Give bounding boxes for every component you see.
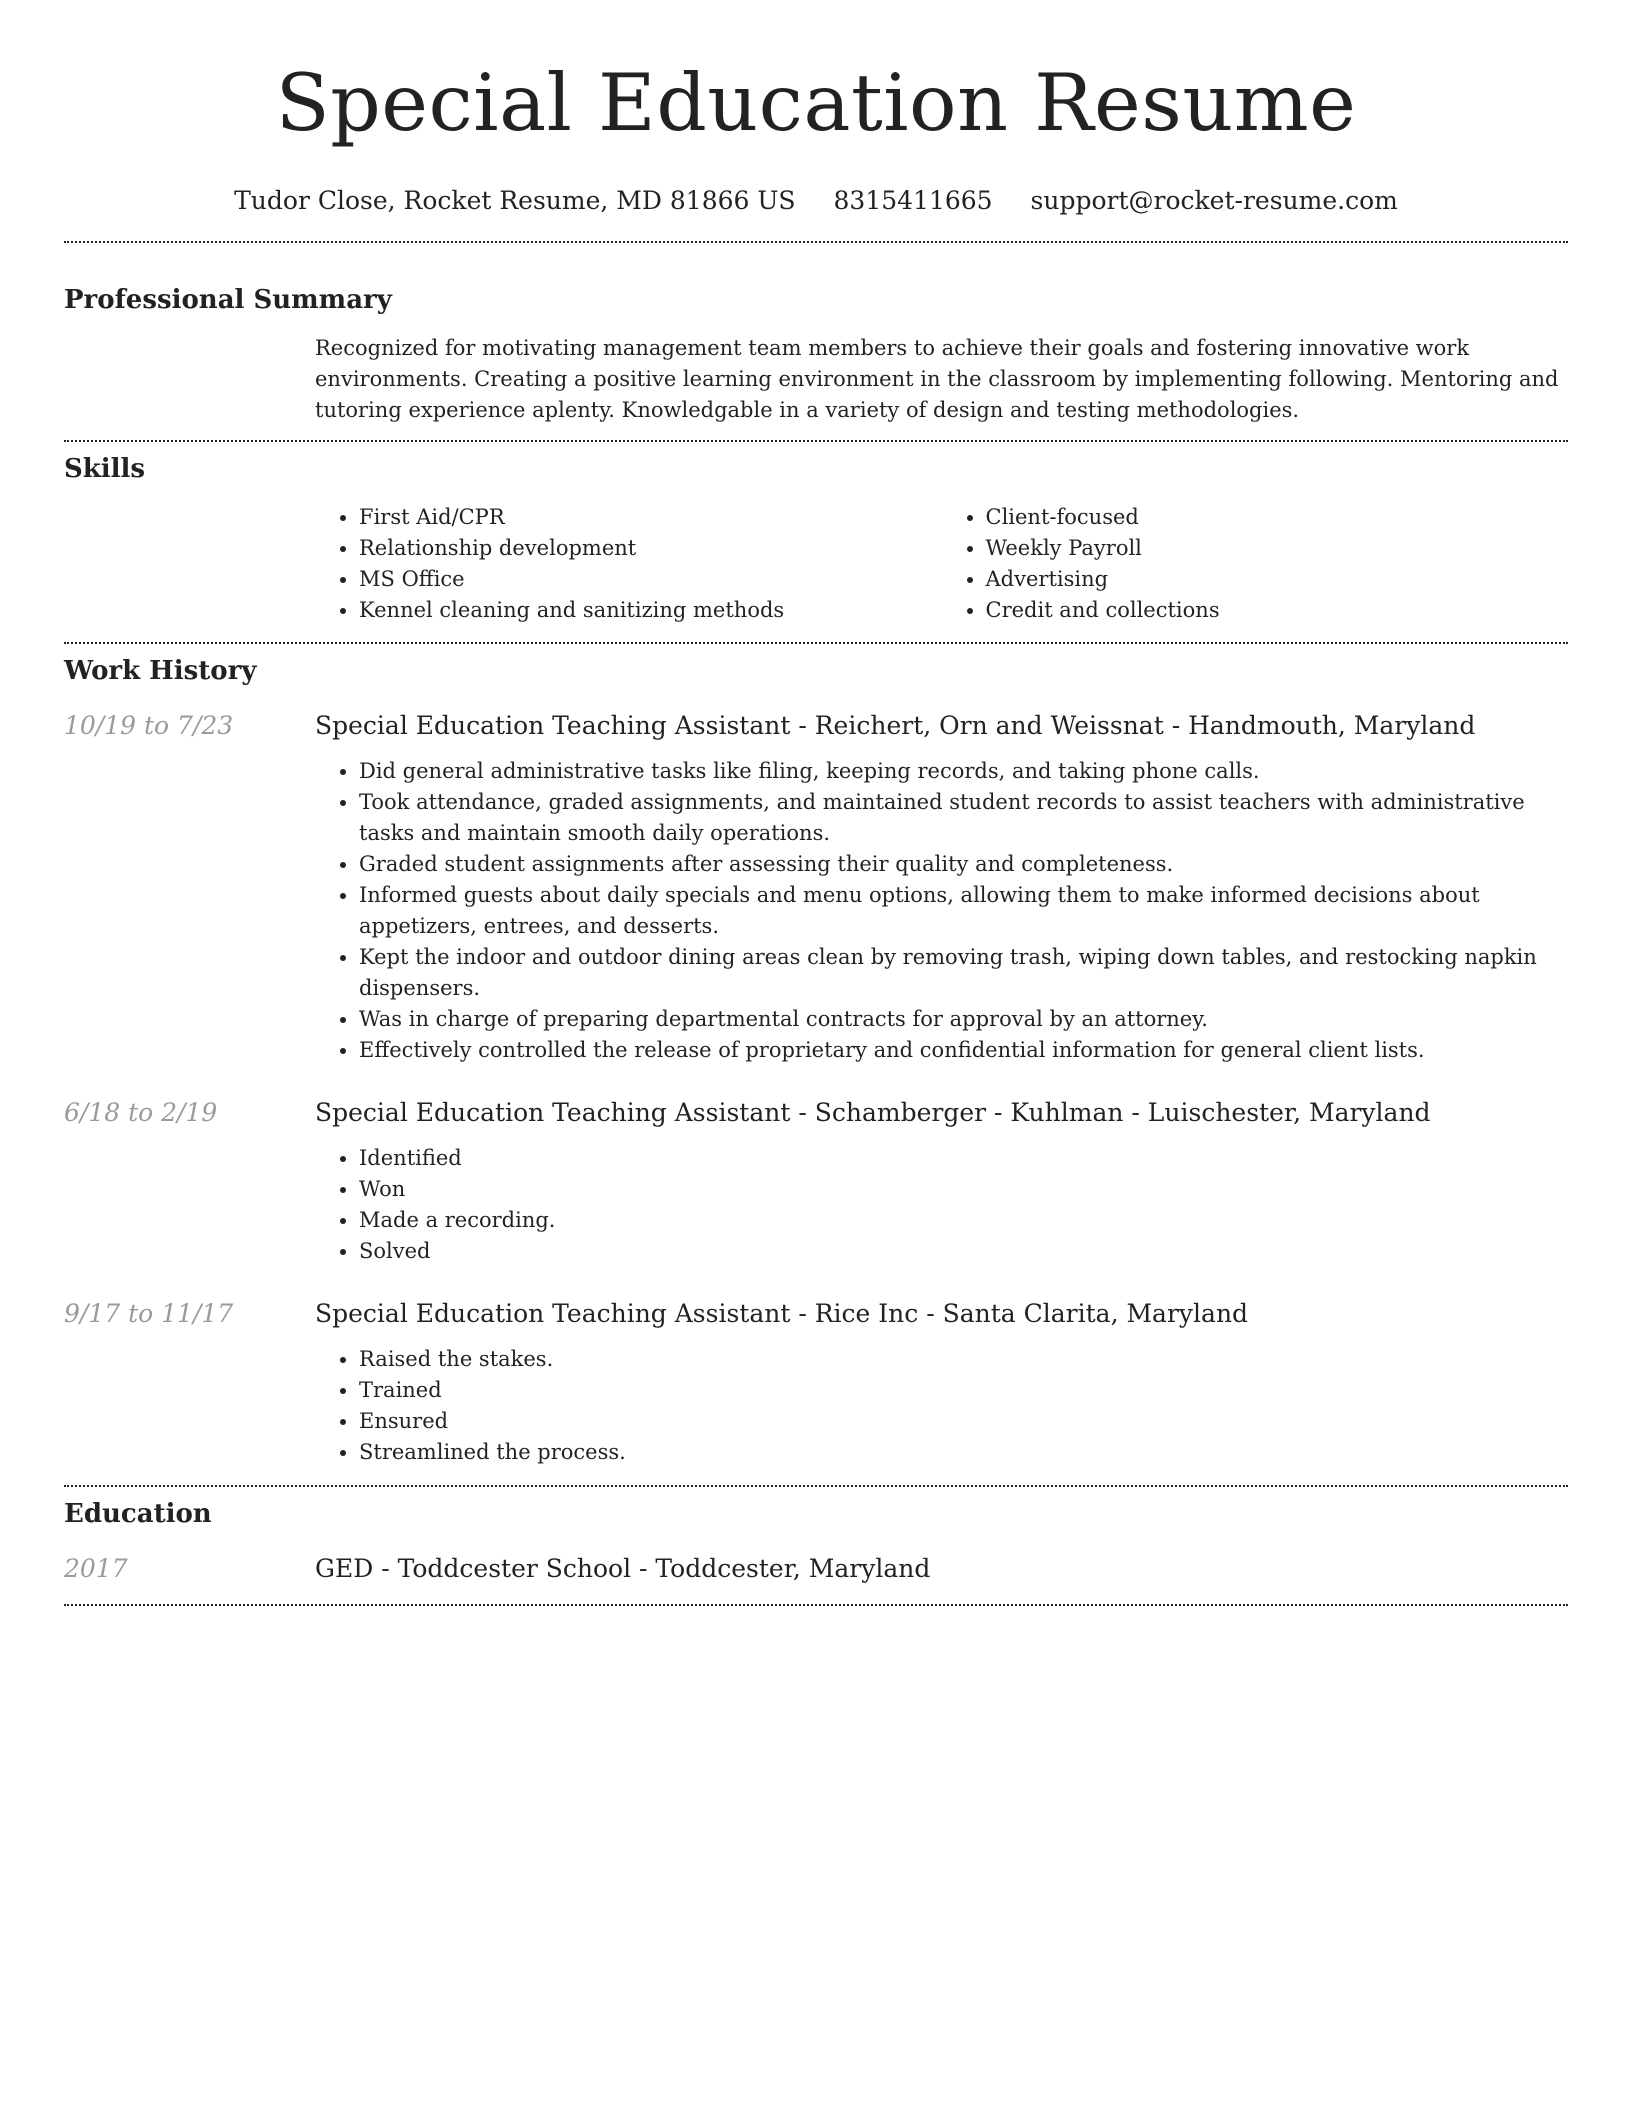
job-entry bbox=[64, 1096, 1568, 1267]
education-entry bbox=[64, 1552, 1568, 1586]
skill-item: • Relationship development bbox=[359, 533, 942, 564]
job-bullet: • Was in charge of preparing departmental contracts for approval by an attorney. bbox=[359, 1004, 1568, 1035]
job-bullet: • Won bbox=[359, 1174, 1568, 1205]
job-title: Special Education Teaching Assistant - Schamberger - Kuhlman - Luischester, Maryland bbox=[315, 1098, 1431, 1127]
job-bullet: • Streamlined the process. bbox=[359, 1437, 1568, 1468]
skills-list bbox=[315, 502, 1568, 626]
education-section bbox=[64, 1497, 1568, 1586]
job-header bbox=[64, 1096, 1568, 1130]
job-title: Special Education Teaching Assistant - Reichert, Orn and Weissnat - Handmouth, Maryland bbox=[315, 711, 1476, 740]
job-dates: 10/19 to 7/23 bbox=[64, 711, 234, 740]
job-bullet: • Trained bbox=[359, 1375, 1568, 1406]
job-bullet: • Raised the stakes. bbox=[359, 1344, 1568, 1375]
work-heading: Work History bbox=[64, 656, 257, 686]
job-bullet: • Solved bbox=[359, 1236, 1568, 1267]
job-bullet: • Identified bbox=[359, 1143, 1568, 1174]
contact-line bbox=[64, 184, 1568, 218]
contact-phone: 8315411665 bbox=[833, 186, 993, 215]
summary-section bbox=[64, 283, 1568, 426]
job-dates: 6/18 to 2/19 bbox=[64, 1098, 218, 1127]
skill-item: • Advertising bbox=[986, 564, 1569, 595]
job-bullets bbox=[315, 756, 1568, 1066]
skill-item: • MS Office bbox=[359, 564, 942, 595]
contact-address: Tudor Close, Rocket Resume, MD 81866 US bbox=[234, 186, 796, 215]
summary-heading: Professional Summary bbox=[64, 285, 392, 315]
skill-item: • First Aid/CPR bbox=[359, 502, 942, 533]
job-bullet: • Ensured bbox=[359, 1406, 1568, 1437]
skill-item: • Client-focused bbox=[986, 502, 1569, 533]
education-header bbox=[64, 1552, 1568, 1586]
skill-item: • Credit and collections bbox=[986, 595, 1569, 626]
job-bullet: • Informed guests about daily specials and menu options, allowing them to make informed decisions about appetizers, entrees, and desserts. bbox=[359, 880, 1568, 942]
job-bullets bbox=[315, 1344, 1568, 1468]
job-header bbox=[64, 1297, 1568, 1331]
skill-item: • Weekly Payroll bbox=[986, 533, 1569, 564]
divider bbox=[64, 642, 1568, 644]
skill-item: • Kennel cleaning and sanitizing methods bbox=[359, 595, 942, 626]
divider bbox=[64, 241, 1568, 243]
skills-column-right bbox=[942, 502, 1569, 626]
job-bullet: • Did general administrative tasks like filing, keeping records, and taking phone calls. bbox=[359, 756, 1568, 787]
job-title: Special Education Teaching Assistant - Rice Inc - Santa Clarita, Maryland bbox=[315, 1299, 1249, 1328]
resume-page bbox=[64, 0, 1568, 1606]
job-bullet: • Made a recording. bbox=[359, 1205, 1568, 1236]
contact-email: support@rocket-resume.com bbox=[1030, 186, 1398, 215]
job-header bbox=[64, 709, 1568, 743]
skills-section bbox=[64, 452, 1568, 626]
job-bullet: • Took attendance, graded assignments, and maintained student records to assist teachers with administrative tasks and maintain smooth daily operations. bbox=[359, 787, 1568, 849]
skills-column-left bbox=[315, 502, 942, 626]
resume-title: Special Education Resume bbox=[275, 57, 1357, 149]
divider bbox=[64, 1604, 1568, 1606]
job-dates: 9/17 to 11/17 bbox=[64, 1299, 234, 1328]
job-bullet: • Graded student assignments after assessing their quality and completeness. bbox=[359, 849, 1568, 880]
job-bullets bbox=[315, 1143, 1568, 1267]
job-bullet: • Kept the indoor and outdoor dining areas clean by removing trash, wiping down tables, and restocking napkin dispensers. bbox=[359, 942, 1568, 1004]
divider bbox=[64, 1485, 1568, 1487]
job-bullet: • Effectively controlled the release of proprietary and confidential information for general client lists. bbox=[359, 1035, 1568, 1066]
divider bbox=[64, 440, 1568, 442]
job-entry bbox=[64, 1297, 1568, 1468]
education-heading: Education bbox=[64, 1499, 212, 1529]
summary-text: Recognized for motivating management team members to achieve their goals and fostering innovative work environments. Creating a positive learning environment in the classroom by implementing following. Mentoring and tutoring experience aplenty. Knowledgable in a variety of design and testing methodologies. bbox=[315, 336, 1559, 422]
work-section bbox=[64, 654, 1568, 1468]
job-entry bbox=[64, 709, 1568, 1066]
education-title: GED - Toddcester School - Toddcester, Maryland bbox=[315, 1554, 931, 1583]
education-year: 2017 bbox=[64, 1554, 128, 1583]
skills-heading: Skills bbox=[64, 454, 146, 484]
